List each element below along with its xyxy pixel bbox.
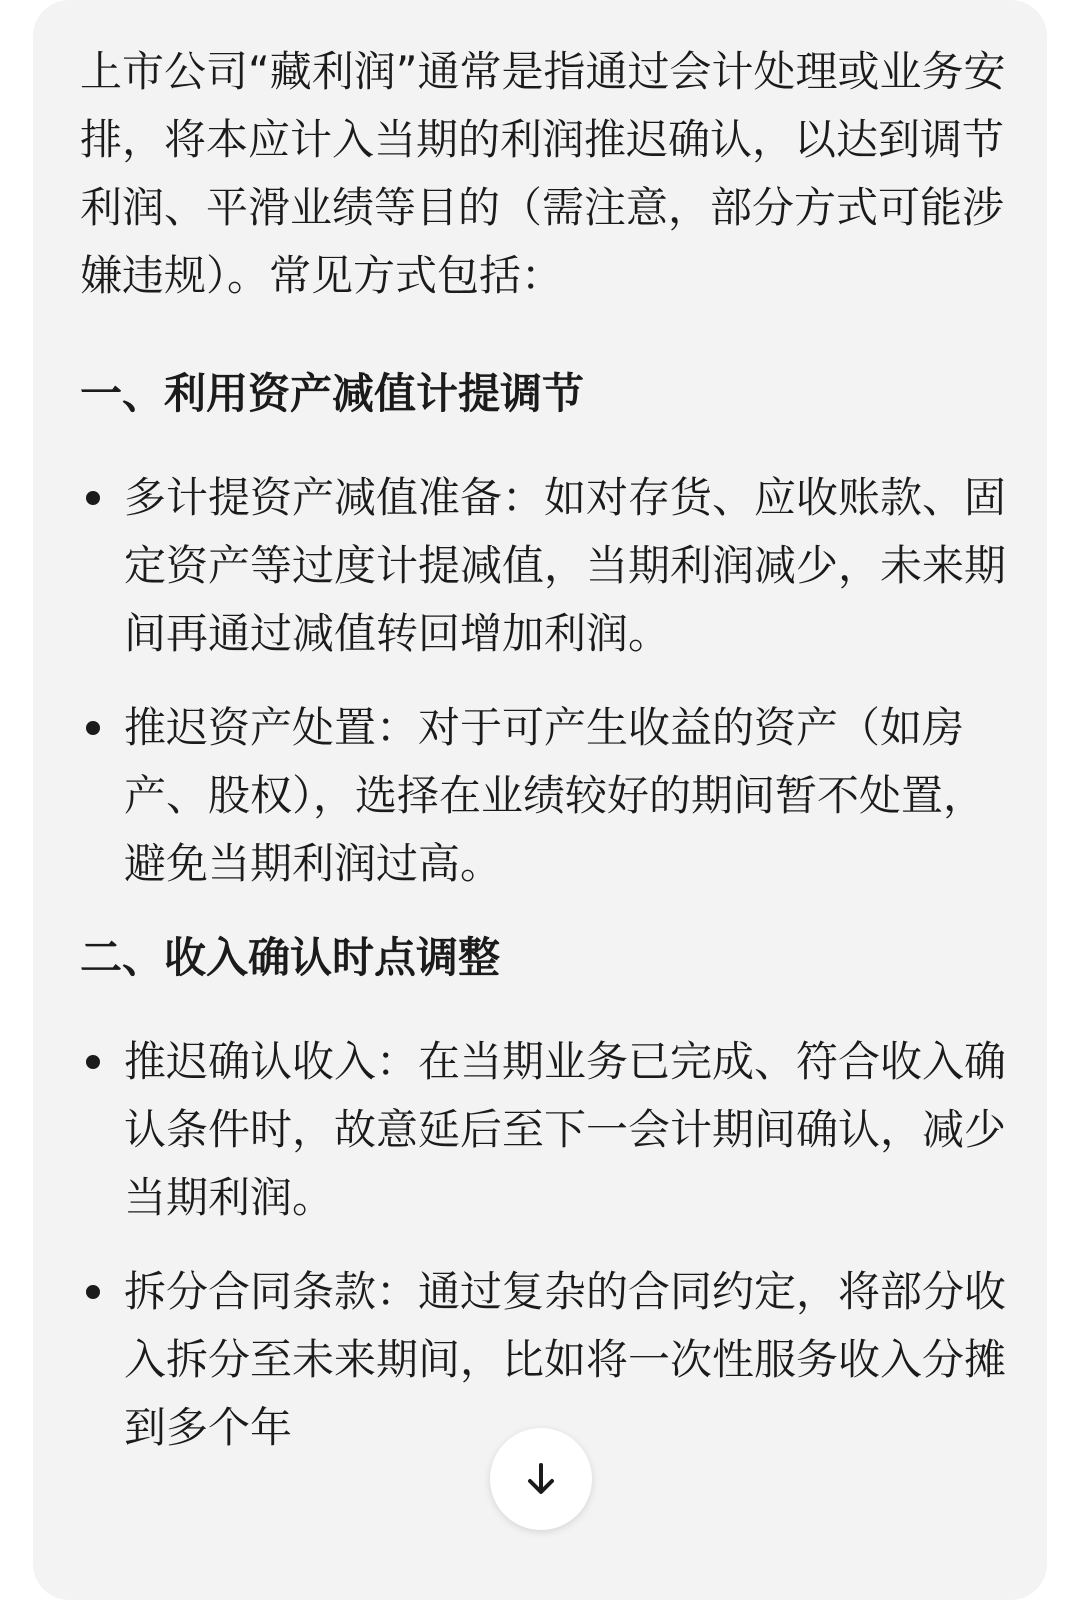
list-item-text: 推迟资产处置：对于可产生收益的资产（如房产、股权），选择在业绩较好的期间暂不处置，避免当期利润过高。 <box>124 703 986 888</box>
intro-paragraph: 上市公司“藏利润”通常是指通过会计处理或业务安排，将本应计入当期的利润推迟确认，以达到调节利润、平滑业绩等目的（需注意，部分方式可能涉嫌违规）。常见方式包括： <box>80 47 1006 300</box>
list-item-text: 推迟确认收入：在当期业务已完成、符合收入确认条件时，故意延后至下一会计期间确认，减少当期利润。 <box>124 1037 1007 1222</box>
section-2-list <box>80 1028 1010 1462</box>
list-item <box>80 1028 1010 1232</box>
section-heading-2: 二、收入确认时点调整 <box>80 933 501 982</box>
list-item-text: 拆分合同条款：通过复杂的合同约定，将部分收入拆分至未来期间，比如将一次性服务收入分摊到多个年 <box>124 1267 1007 1452</box>
list-item <box>80 694 1010 898</box>
bullet-dot-icon <box>86 1285 100 1299</box>
arrow-down-icon <box>519 1457 563 1501</box>
section-1-list <box>80 464 1010 898</box>
list-item-text: 多计提资产减值准备：如对存货、应收账款、固定资产等过度计提减值，当期利润减少，未来期间再通过减值转回增加利润。 <box>124 473 1007 658</box>
message-content <box>80 38 1010 1488</box>
scroll-to-bottom-button[interactable] <box>490 1428 592 1530</box>
bullet-dot-icon <box>86 1055 100 1069</box>
list-item <box>80 464 1010 668</box>
bullet-dot-icon <box>86 491 100 505</box>
bullet-dot-icon <box>86 721 100 735</box>
section-heading-1: 一、利用资产减值计提调节 <box>80 369 585 418</box>
